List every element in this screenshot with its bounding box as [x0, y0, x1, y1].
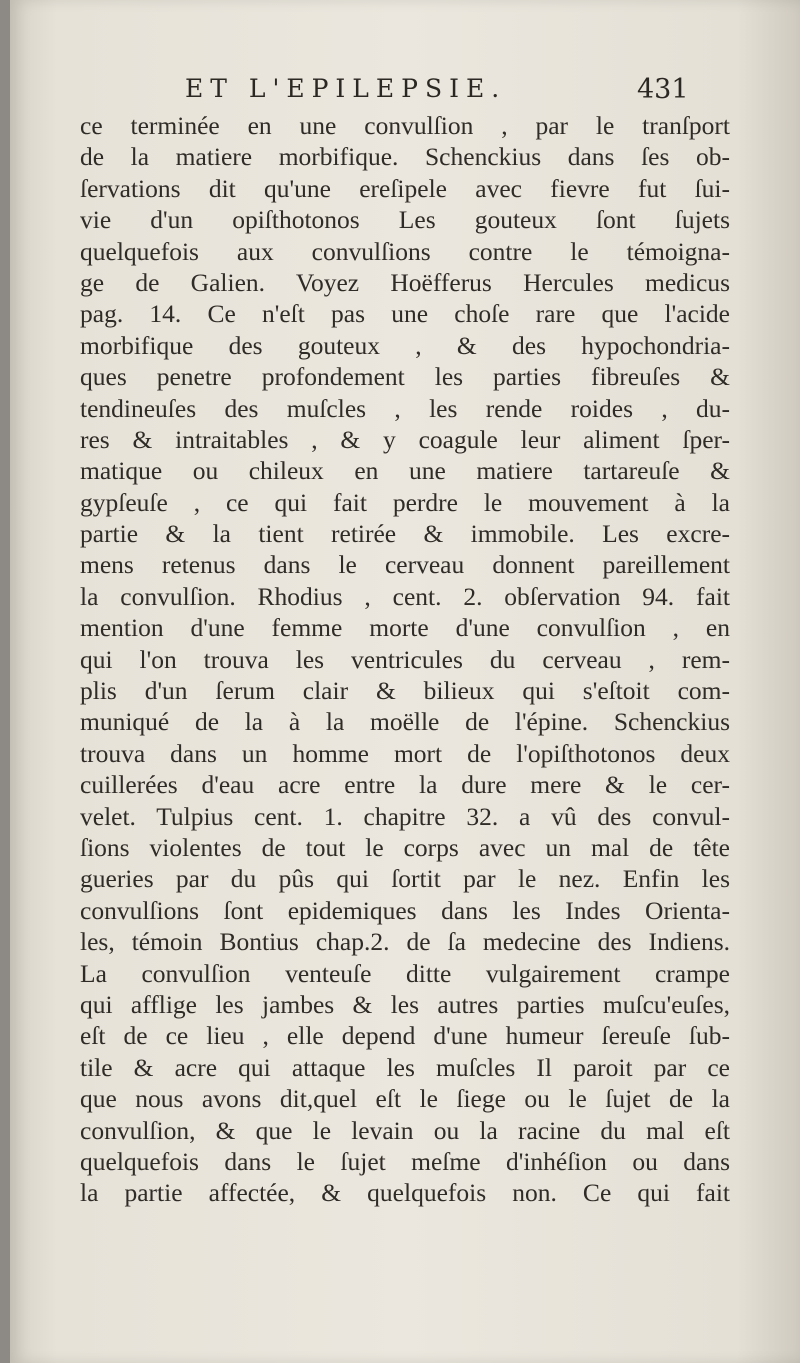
text-line: tendineuſes des muſcles , les rende roides , du-	[80, 393, 730, 423]
running-title: ET L'EPILEPSIE.	[185, 74, 507, 103]
text-line: morbifique des gouteux , & des hypochondria-	[80, 330, 730, 360]
text-line: la convulſion. Rhodius , cent. 2. obſervation 94. fait	[80, 581, 730, 611]
text-line: quelquefois dans le ſujet meſme d'inhéſion ou dans	[80, 1146, 730, 1176]
book-page	[10, 0, 800, 1363]
text-line: muniqué de la à la moëlle de l'épine. Schenckius	[80, 707, 730, 737]
text-line: ce terminée en une convulſion , par le tranſport	[80, 111, 730, 140]
text-line: La convulſion venteuſe ditte vulgairement crampe	[80, 958, 730, 988]
text-line: convulſions ſont epidemiques dans les Indes Orienta-	[80, 895, 730, 925]
text-line: gypſeuſe , ce qui fait perdre le mouvement à la	[80, 487, 730, 517]
text-line: plis d'un ſerum clair & bilieux qui s'eſtoit com-	[80, 676, 730, 706]
text-line: tile & acre qui attaque les muſcles Il paroit par ce	[80, 1052, 730, 1082]
text-line: partie & la tient retirée & immobile. Les excre-	[80, 519, 730, 549]
text-line: pag. 14. Ce n'eſt pas une choſe rare que l'acide	[80, 299, 730, 329]
text-line: convulſion, & que le levain ou la racine du mal eſt	[80, 1115, 730, 1145]
page-header	[10, 74, 800, 110]
text-line: ſions violentes de tout le corps avec un mal de tête	[80, 832, 730, 862]
text-line: les, témoin Bontius chap.2. de ſa medecine des Indiens.	[80, 927, 730, 957]
text-line: de la matiere morbifique. Schenckius dans ſes ob-	[80, 142, 730, 172]
text-line: ſervations dit qu'une ereſipele avec fievre fut ſui-	[80, 173, 730, 203]
text-line: qui l'on trouva les ventricules du cerveau , rem-	[80, 644, 730, 674]
text-line: que nous avons dit,quel eſt le ſiege ou le ſujet de la	[80, 1084, 730, 1114]
text-line: ques penetre profondement les parties fibreuſes &	[80, 362, 730, 392]
text-line: ge de Galien. Voyez Hoëfferus Hercules medicus	[80, 267, 730, 297]
text-line: qui afflige les jambes & les autres parties muſcu'euſes,	[80, 989, 730, 1019]
text-line: vie d'un opiſthotonos Les gouteux ſont ſujets	[80, 205, 730, 235]
text-line: mens retenus dans le cerveau donnent pareillement	[80, 550, 730, 580]
text-line: trouva dans un homme mort de l'opiſthotonos deux	[80, 738, 730, 768]
page-number: 431	[637, 74, 689, 105]
text-line: velet. Tulpius cent. 1. chapitre 32. a vû des convul-	[80, 801, 730, 831]
text-line: gueries par du pûs qui ſortit par le nez. Enfin les	[80, 864, 730, 894]
text-line: eſt de ce lieu , elle depend d'une humeur ſereuſe ſub-	[80, 1021, 730, 1051]
text-line: la partie affectée, & quelquefois non. Ce qui fait	[80, 1178, 730, 1208]
text-line: cuillerées d'eau acre entre la dure mere & le cer-	[80, 770, 730, 800]
body-text	[80, 110, 730, 1300]
text-line: mention d'une femme morte d'une convulſion , en	[80, 613, 730, 643]
text-line: matique ou chileux en une matiere tartareuſe &	[80, 456, 730, 486]
text-line: res & intraitables , & y coagule leur aliment ſper-	[80, 424, 730, 454]
text-line: quelquefois aux convulſions contre le témoigna-	[80, 236, 730, 266]
